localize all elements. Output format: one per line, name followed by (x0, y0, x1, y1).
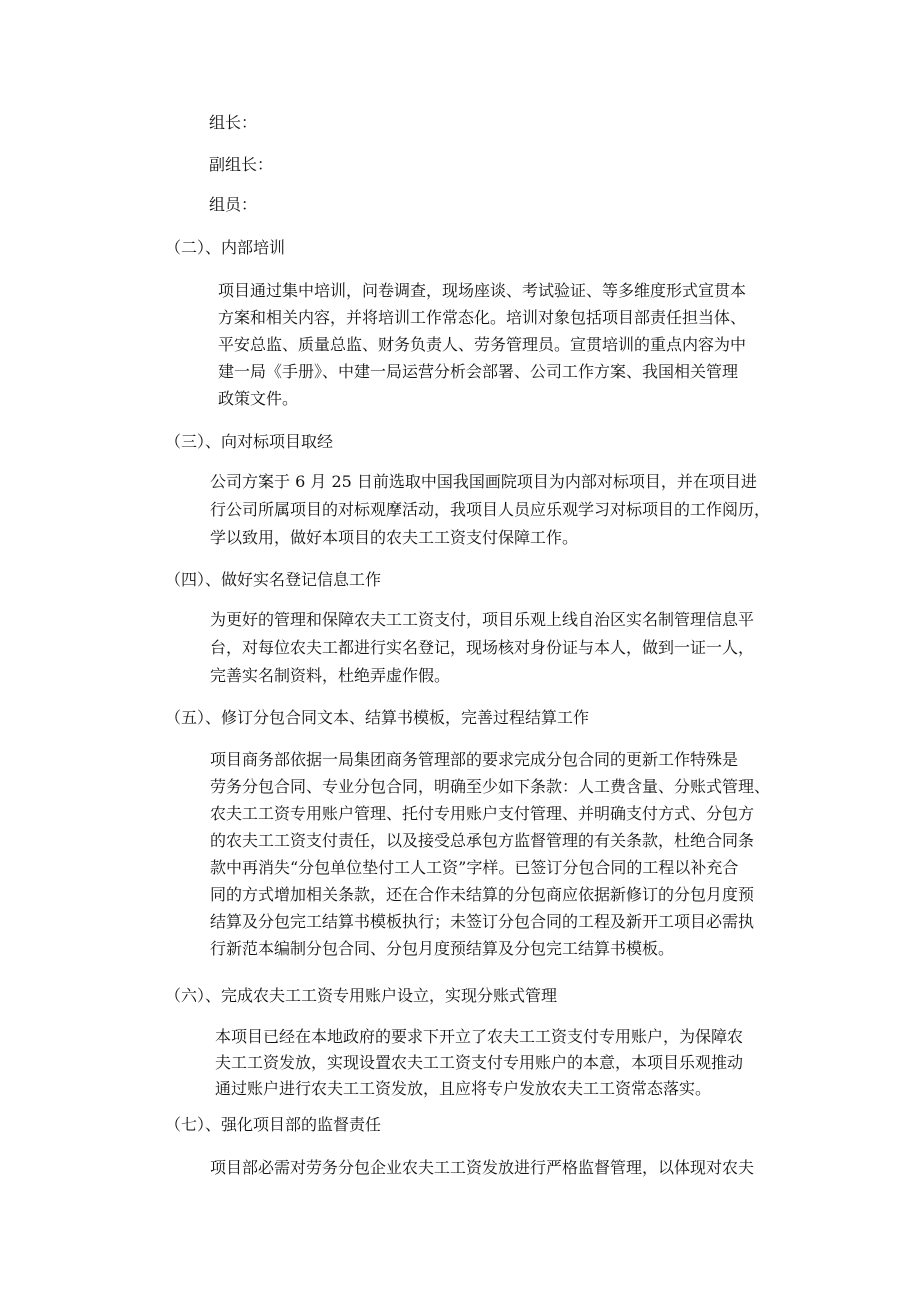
paragraph-line: 同的方式增加相关条款，还在合作未结算的分包商应依据新修订的分包月度预 (210, 885, 755, 904)
section-heading: （二）、内部培训 (165, 238, 286, 257)
paragraph-line: 农夫工工资专用账户管理、托付专用账户支付管理、并明确支付方式、分包方 (210, 804, 755, 823)
paragraph-line: 政策文件。 (218, 389, 299, 408)
paragraph-line: 公司方案于 6 月 25 日前选取中国我国画院项目为内部对标项目，并在项目进 (210, 472, 757, 491)
paragraph-line: 夫工工资发放，实现设置农夫工工资支付专用账户的本意，本项目乐观推动 (215, 1053, 744, 1072)
section-heading: （三）、向对标项目取经 (165, 432, 334, 451)
deputy-leader-label: 副组长： (209, 155, 274, 174)
paragraph-line: 方案和相关内容，并将培训工作常态化。培训对象包括项目部责任担当体、 (218, 308, 747, 327)
group-leader-label: 组长： (209, 113, 258, 132)
paragraph-line: 建一局《手册》、中建一局运营分析会部署、公司工作方案、我国相关管理 (218, 362, 739, 381)
paragraph-line: 学以致用，做好本项目的农夫工工资支付保障工作。 (210, 528, 579, 547)
paragraph-line: 行公司所属项目的对标观摩活动，我项目人员应乐观学习对标项目的工作阅历， (210, 500, 771, 519)
paragraph-line: 款中再消失“分包单位垫付工人工资”字样。已签订分包合同的工程以补充合 (210, 858, 739, 877)
paragraph-line: 结算及分包完工结算书模板执行；未签订分包合同的工程及新开工项目必需执 (210, 912, 755, 931)
paragraph-line: 项目通过集中培训，问卷调查，现场座谈、考试验证、等多维度形式宣贯本 (218, 281, 747, 300)
paragraph-line: 通过账户进行农夫工工资发放，且应将专户发放农夫工工资常态落实。 (215, 1079, 712, 1098)
paragraph-line: 本项目已经在本地政府的要求下开立了农夫工工资支付专用账户，为保障农 (215, 1027, 744, 1046)
section-heading: （七）、强化项目部的监督责任 (165, 1115, 382, 1134)
section-heading: （四）、做好实名登记信息工作 (165, 570, 382, 589)
paragraph-line: 平安总监、质量总监、财务负责人、劳务管理员。宣贯培训的重点内容为中 (218, 335, 747, 354)
paragraph-line: 行新范本编制分包合同、分包月度预结算及分包完工结算书模板。 (210, 939, 675, 958)
section-heading: （五）、修订分包合同文本、结算书模板，完善过程结算工作 (165, 708, 590, 727)
paragraph-line: 项目商务部依据一局集团商务管理部的要求完成分包合同的更新工作特殊是 (210, 750, 739, 769)
paragraph-line: 的农夫工工资支付责任，以及接受总承包方监督管理的有关条款，杜绝合同条 (210, 831, 755, 850)
paragraph-line: 项目部必需对劳务分包企业农夫工工资发放进行严格监督管理，以体现对农夫 (210, 1158, 755, 1177)
group-member-label: 组员： (209, 195, 258, 214)
paragraph-line: 劳务分包合同、专业分包合同，明确至少如下条款：人工费含量、分账式管理、 (210, 777, 771, 796)
paragraph-line: 台，对每位农夫工都进行实名登记，现场核对身份证与本人，做到一证一人， (210, 638, 755, 657)
paragraph-line: 完善实名制资料，杜绝弄虚作假。 (210, 666, 451, 685)
paragraph-line: 为更好的管理和保障农夫工工资支付，项目乐观上线自治区实名制管理信息平 (210, 610, 755, 629)
section-heading: （六）、完成农夫工工资专用账户设立，实现分账式管理 (165, 986, 558, 1005)
